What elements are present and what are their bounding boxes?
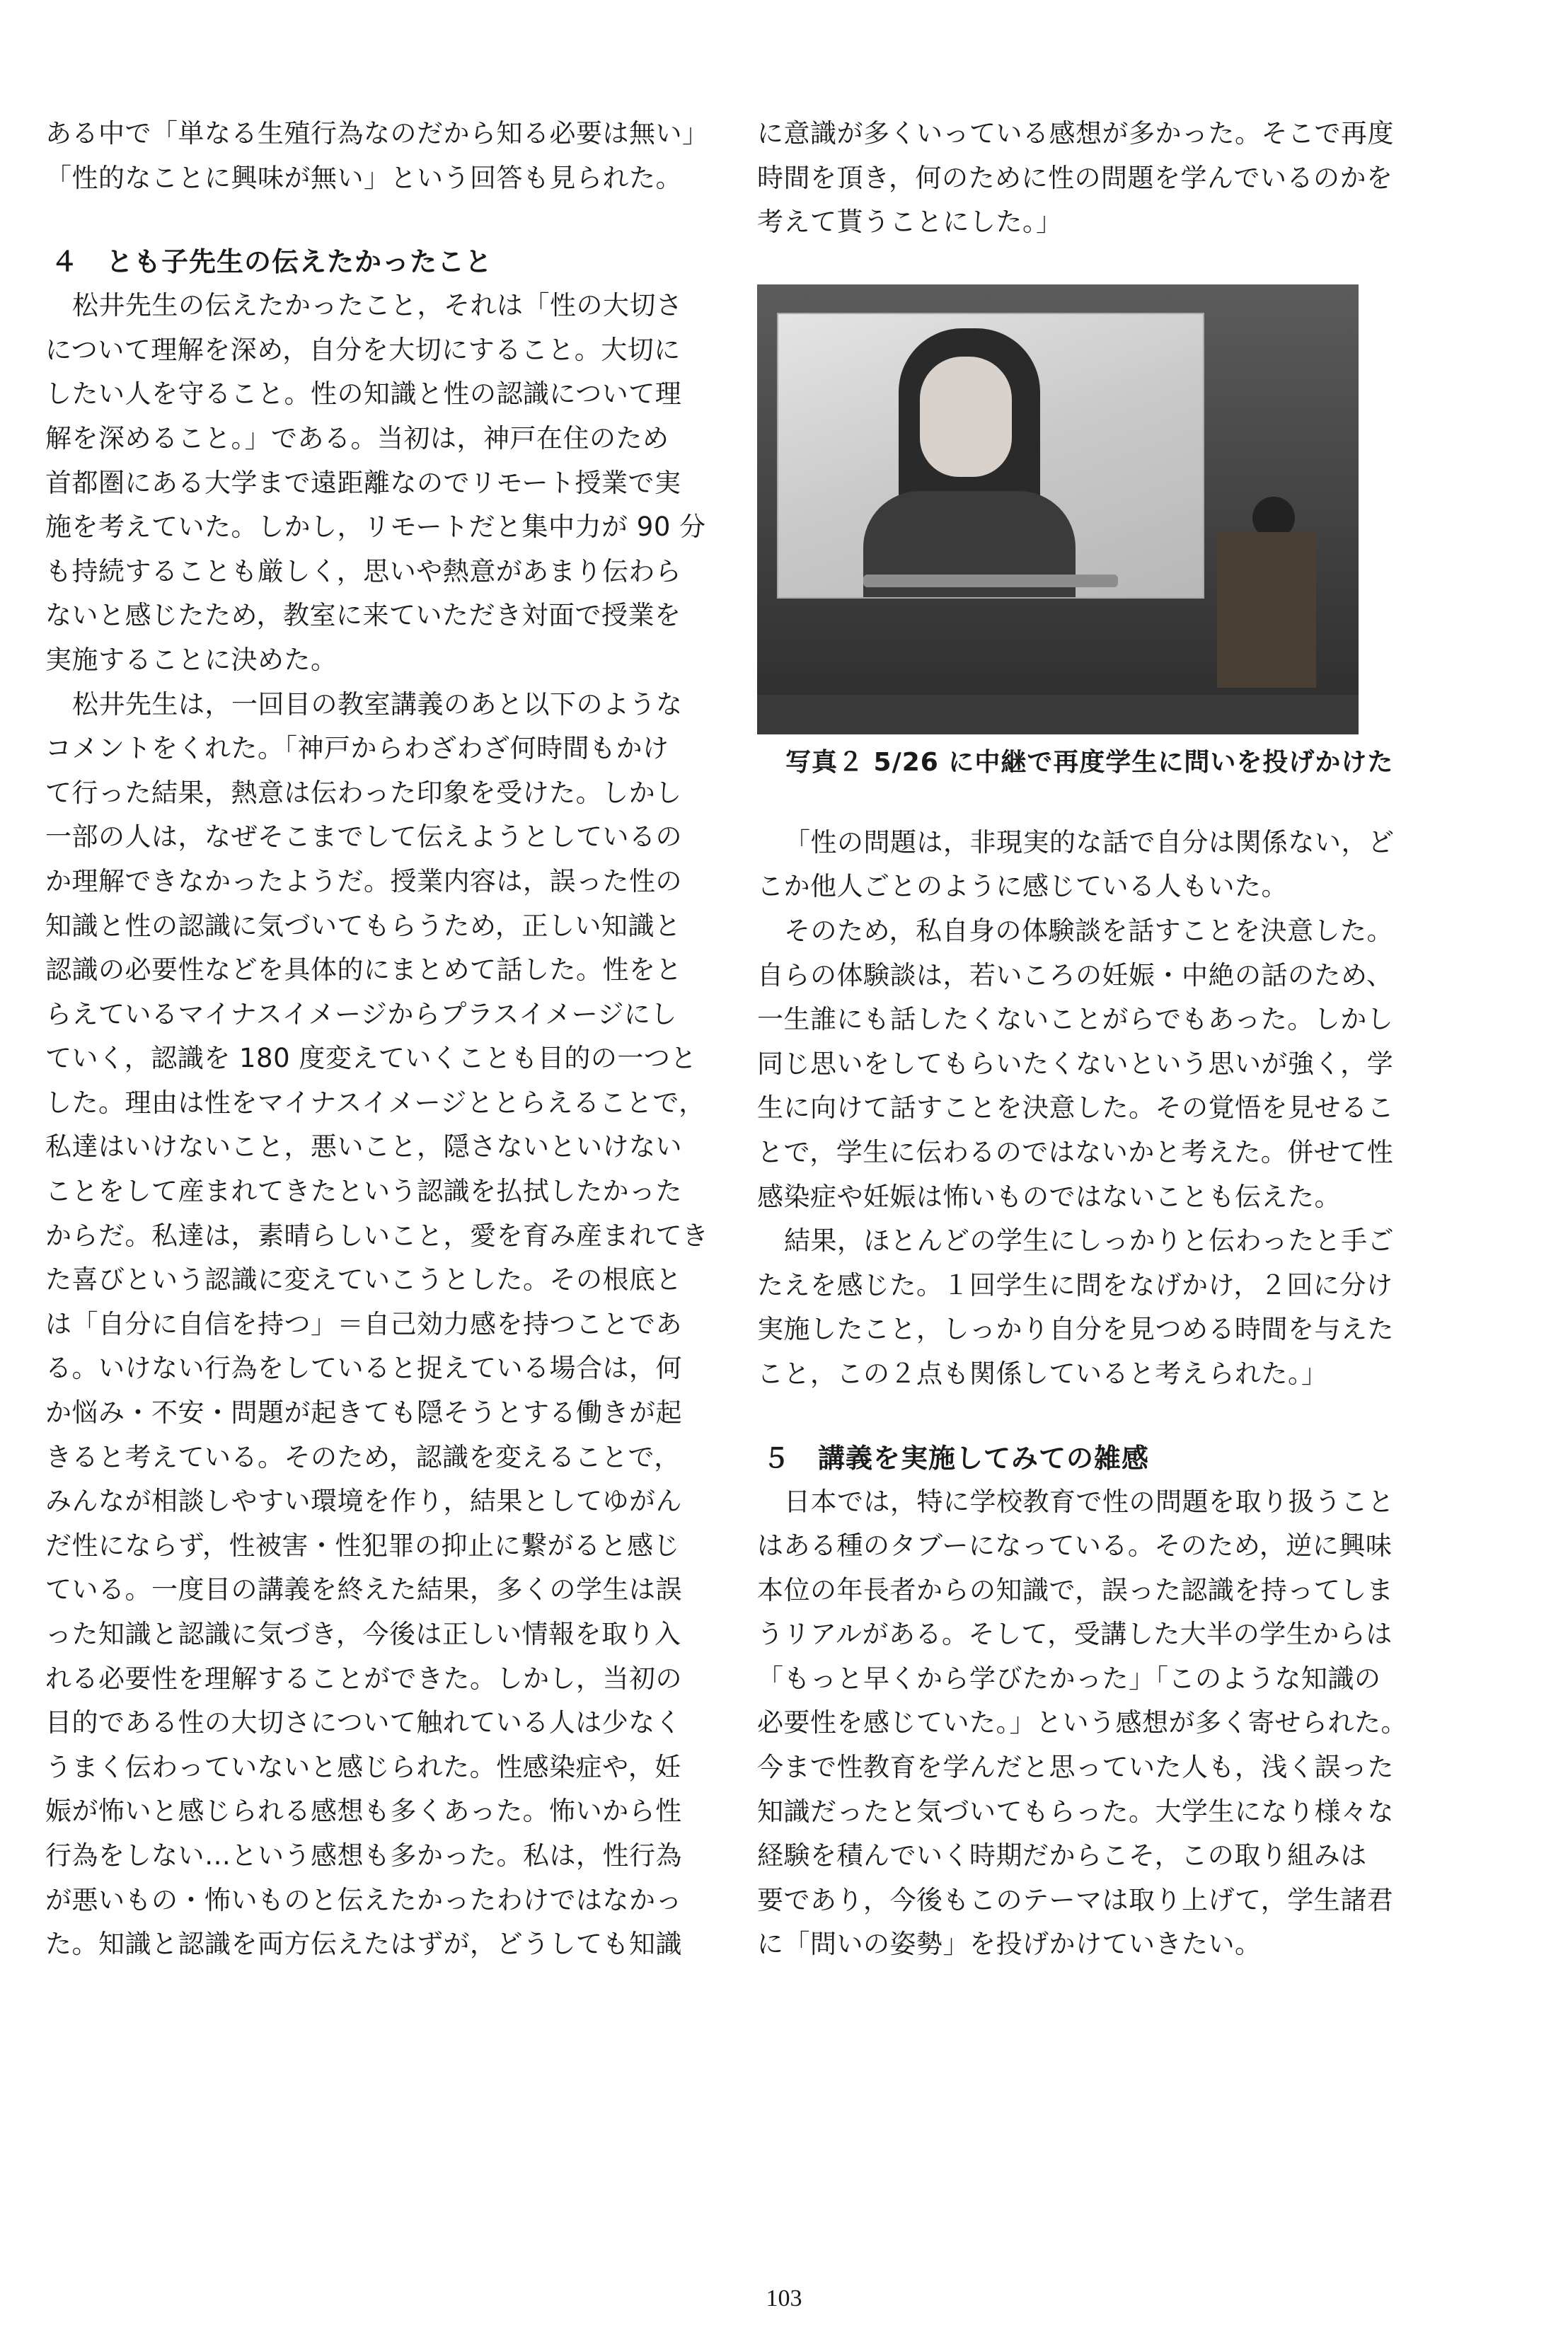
- lecturer-face: [920, 357, 1012, 477]
- section-5-paragraph-1: 日本では，特に学校教育で性の問題を取り扱うこと はある種のタブーになっている。そのため，逆に興味 本位の年長者からの知識で，誤った認識を持ってしま うリアルがある。そして，受講した大半の学生からは 「もっと早くから学びたかった」「このような知識の 必要性を感じていた。」という感想が多く寄せられた。 今まで性教育を学んだと思っていた人も，浅く誤った 知識だったと気づいてもらった。大学生になり様々な 経験を積んでいく時期だからこそ，この取り組みは 要であり，今後もこのテーマは取り上げて，学生諸君 に「問いの姿勢」を投げかけていきたい。: [757, 1486, 1407, 1960]
- continuation-paragraph: に意識が多くいっている感想が多かった。そこで再度 時間を頂き，何のために性の問題を学んでいるのかを 考えて貰うことにした。」: [757, 118, 1394, 238]
- right-column: [757, 112, 1415, 1967]
- section-5-heading: ５ 講義を実施してみての雑感: [763, 1442, 1150, 1474]
- classroom-floor: [757, 695, 1359, 734]
- left-column: [45, 112, 709, 1967]
- podium: [1217, 532, 1316, 688]
- spacer: [757, 1397, 1415, 1436]
- page-number: 103: [766, 2285, 802, 2312]
- quote-paragraph-3: 結果，ほとんどの学生にしっかりと伝わったと手ご たえを感じた。１回学生に問をなげかけ，２回に分け 実施したこと，しっかり自分を見つめる時間を与えた こと，この２点も関係していると考えられた。」: [757, 1225, 1395, 1389]
- section-4-heading: ４ とも子先生の伝えたかったこと: [51, 246, 493, 278]
- intro-paragraph: ある中で「単なる生殖行為なのだから知る必要は無い」 「性的なことに興味が無い」という回答も見られた。: [45, 118, 709, 193]
- lecture-photo: [757, 284, 1359, 734]
- spacer: [757, 245, 1415, 284]
- section-4-paragraph-1: 松井先生の伝えたかったこと，それは「性の大切さ について理解を深め，自分を大切にすること。大切に したい人を守ること。性の知識と性の認識について理 解を深めること。」である。当初は，神戸在住のため 首都圏にある大学まで遠距離なのでリモート授業で実 施を考えていた。しかし，リモートだと集中力が 90 分 も持続することも厳しく，思いや熱意があまり伝わら ないと感じたため，教室に来ていただき対面で授業を 実施することに決めた。: [45, 290, 706, 675]
- spacer: [757, 781, 1415, 821]
- photo-caption: 写真２ 5/26 に中継で再度学生に問いを投げかけた: [785, 747, 1394, 777]
- section-4-paragraph-2: 松井先生は，一回目の教室講義のあと以下のような コメントをくれた。「神戸からわざわざ何時間もかけ て行った結果，熱意は伝わった印象を受けた。しかし 一部の人は，なぜそこまでして伝えようとしているの か理解できなかったようだ。授業内容は，誤った性の 知識と性の認識に気づいてもらうため，正しい知識と 認識の必要性などを具体的にまとめて話した。性をと らえているマイナスイメージからプラスイメージにし ていく，認識を 180 度変えていくことも目的の一つと した。理由は性をマイナスイメージととらえることで， 私達はいけないこと，悪いこと，隠さないといけない ことをして産まれてきたという認識を払拭したかった からだ。私達は，素晴らしいこと，愛を育み産まれてき た喜びという認識に変えていこうとした。その根底と は「自分に自信を持つ」＝自己効力感を持つことであ る。いけない行為をしていると捉えている場合は，何 か悩み・不安・問題が起きても隠そうとする働きが起 きると考えている。そのため，認識を変えることで， みんなが相談しやすい環境を作り，結果としてゆがん だ性にならず，性被害・性犯罪の抑止に繋がると感じ ている。一度目の講義を終えた結果，多くの学生は誤 った知識と認識に気づき，今後は正しい情報を取り入 れる必要性を理解することができた。しかし，当初の 目的である性の大切さについて触れている人は少なく うまく伝わっていないと感じられた。性感染症や，妊 娠が怖いと感じられる感想も多くあった。怖いから性 行為をしない…という感想も多かった。私は，性行為 が悪いもの・怖いものと伝えたかったわけではなかっ た。知識と認識を両方伝えたはずが，どうしても知識: [45, 688, 709, 1960]
- quote-paragraph-1: 「性の問題は，非現実的な話で自分は関係ない，ど こか他人ごとのように感じている人もいた。: [757, 826, 1395, 902]
- video-call-toolbar: [863, 575, 1118, 587]
- projection-screen: [777, 313, 1204, 599]
- quote-paragraph-2: そのため，私自身の体験談を話すことを決意した。 自らの体験談は，若いころの妊娠・中絶の話のため、 一生誰にも話したくないことがらでもあった。しかし 同じ思いをしてもらいたくないという思いが強く，学 生に向けて話すことを決意した。その覚悟を見せるこ とで，学生に伝わるのではないかと考えた。併せて性 感染症や妊娠は怖いものではないことも伝えた。: [757, 915, 1394, 1212]
- spacer: [45, 200, 709, 240]
